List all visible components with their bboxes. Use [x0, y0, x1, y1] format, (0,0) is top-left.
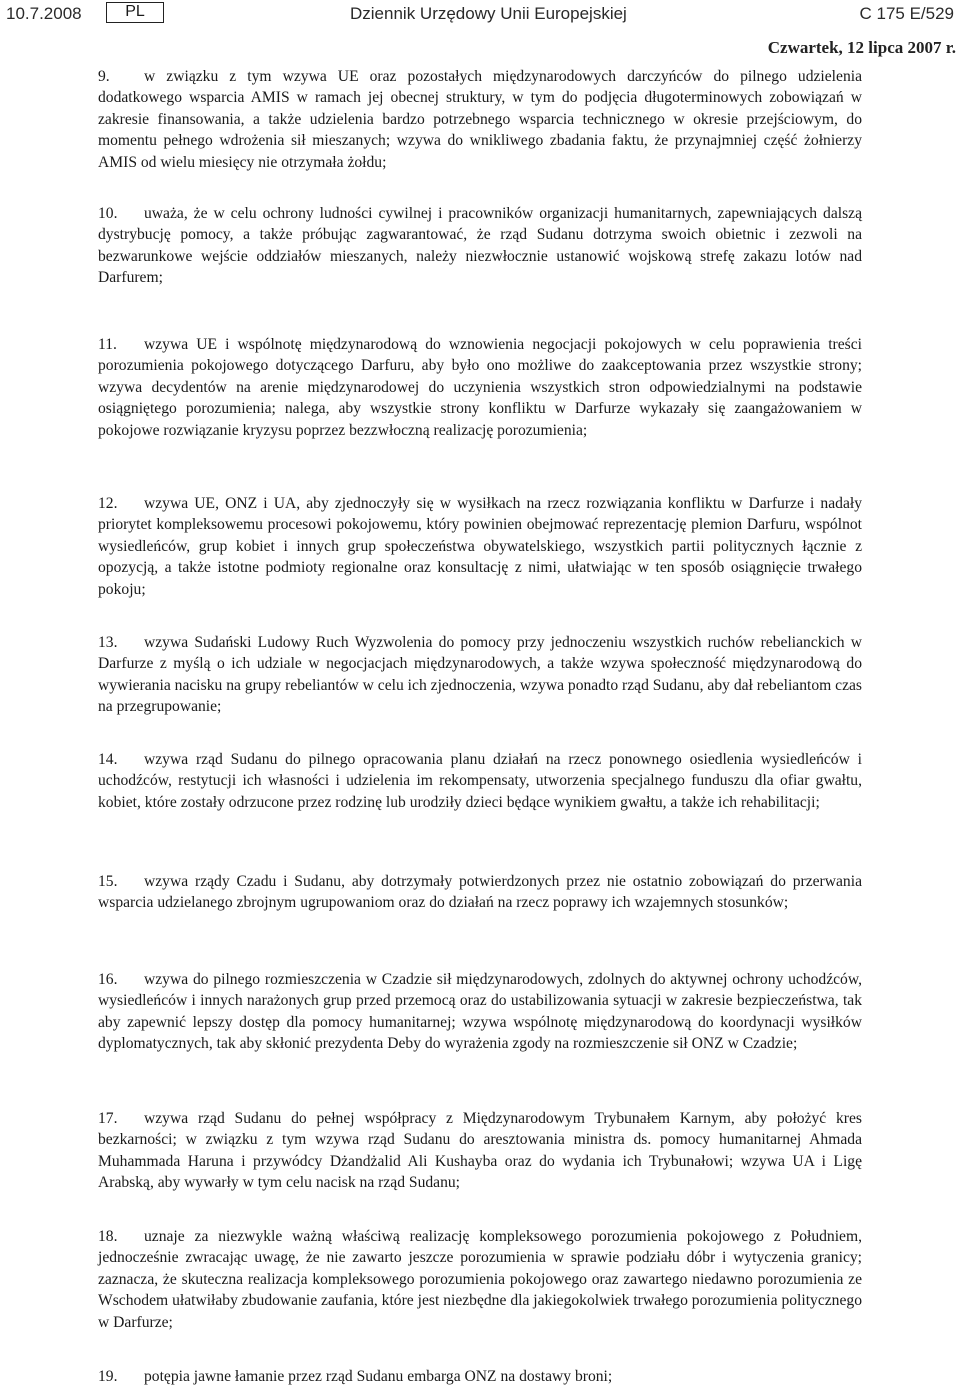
paragraph-text: uważa, że w celu ochrony ludności cywilnej i pracowników organizacji humanitarnych, zapewniających dalszą dystrybucję pomocy, a także próbując zagwarantować, że rząd Sudanu dotrzyma swoich obietnic i zezwoli na bezwarunkowe wejście oddziałów mieszanych, należy niezwłocznie ustanowić wojskową strefę zakazu lotów nad Darfurem; [98, 205, 862, 287]
paragraph-10 [98, 203, 862, 289]
journal-title: Dziennik Urzędowy Unii Europejskiej [350, 4, 627, 23]
paragraph-number: 11. [98, 336, 117, 353]
sitting-date: Czwartek, 12 lipca 2007 r. [767, 38, 956, 57]
paragraph-number: 9. [98, 68, 110, 85]
paragraph-text: w związku z tym wzywa UE oraz pozostałych międzynarodowych darczyńców do pilnego udzielenia dodatkowego wsparcia AMIS w ramach jej obecnej struktury, w tym do podjęcia długoterminowych zobowiązań w zakresie finansowania, a także udzielenia bardzo potrzebnego wsparcia technicznego w okresie przejściowym, do momentu pełnego wdrożenia sił mieszanych; wzywa do wnikliwego zbadania faktu, że przynajmniej część żołnierzy AMIS od wielu miesięcy nie otrzymała żołdu; [98, 68, 862, 171]
paragraph-number: 14. [98, 751, 118, 768]
paragraph-number: 18. [98, 1228, 118, 1245]
language-box: PL [106, 2, 164, 23]
paragraph-text: wzywa UE i wspólnotę międzynarodową do wznowienia negocjacji pokojowych w celu poprawienia treści porozumienia pokojowego dotyczącego Darfuru, aby było ono możliwe do zaakceptowania przez wszystkie strony; wzywa decydentów na arenie międzynarodowej do uczynienia wszystkich stron odpowiedzialnymi na podstawie osiągniętego porozumienia; nalega, aby wszystkie strony konfliktu w Darfurze wykazały się zaangażowaniem w pokojowe rozwiązanie kryzysu poprzez bezzwłoczną realizację porozumienia; [98, 336, 862, 439]
paragraph-text: wzywa rząd Sudanu do pełnej współpracy z Międzynarodowym Trybunałem Karnym, aby położyć kres bezkarności; w związku z tym wzywa rząd Sudanu do aresztowania ministra ds. pomocy humanitarnej Ahmada Muhammada Haruna i przywódcy Dżandżalid Ali Kushayba oraz do wydania ich Trybunałowi; wzywa UA i Ligę Arabską, aby wywarły w tym celu nacisk na rząd Sudanu; [98, 1110, 862, 1192]
paragraph-number: 15. [98, 873, 118, 890]
journal-reference: C 175 E/529 [859, 4, 954, 23]
paragraph-text: wzywa rząd Sudanu do pilnego opracowania planu działań na rzecz ponownego osiedlenia wysiedleńców i uchodźców, restytucji ich własności i udzielenia im rekompensaty, utworzenia specjalnego funduszu dla ofiar gwałtu, kobiet, które zostały odrzucone przez rodzinę lub urodziły dzieci będące wynikiem gwałtu, a także ich rehabilitacji; [98, 751, 862, 811]
paragraph-text: potępia jawne łamanie przez rząd Sudanu embarga ONZ na dostawy broni; [144, 1368, 613, 1385]
paragraph-number: 19. [98, 1368, 118, 1385]
paragraph-text: wzywa rządy Czadu i Sudanu, aby dotrzymały potwierdzonych przez nie ostatnio zobowiązań do przerwania wsparcia udzielanego zbrojnym ugrupowaniom oraz do działań na rzecz poprawy ich wzajemnych stosunków; [98, 873, 862, 912]
paragraph-number: 10. [98, 205, 118, 222]
paragraph-text: uznaje za niezwykle ważną właściwą realizację kompleksowego porozumienia pokojowego z Południem, jednocześnie zwracając uwagę, że nie zawarto jeszcze porozumienia w sprawie podziału dóbr i wytyczenia granicy; zaznacza, że skuteczna realizacja kompleksowego porozumienia pokojowego oraz zawartego niedawno porozumienia ze Wschodem ułatwiłaby zbudowanie zaufania, które jest niezbędne dla jakiegokolwiek trwałego porozumienia politycznego w Darfurze; [98, 1228, 862, 1331]
paragraph-text: wzywa UE, ONZ i UA, aby zjednoczyły się w wysiłkach na rzecz rozwiązania konfliktu w Darfurze i nadały priorytet kompleksowemu procesowi pokojowemu, który powinien obejmować reprezentację plemion Darfuru, wspólnot wysiedleńców, grup kobiet i innych grup społeczeństwa obywatelskiego, wszystkich partii politycznych łącznie z opozycją, a także istotne podmioty regionalne oraz konsultację z nimi, ułatwiając w ten sposób osiągnięcie trwałego pokoju; [98, 495, 862, 598]
page-header [0, 0, 960, 30]
paragraph-number: 12. [98, 495, 118, 512]
paragraph-number: 17. [98, 1110, 118, 1127]
paragraph-13 [98, 632, 862, 718]
paragraph-number: 16. [98, 971, 118, 988]
paragraph-15 [98, 871, 862, 914]
paragraph-number: 13. [98, 634, 118, 651]
paragraph-17 [98, 1108, 862, 1194]
paragraph-16 [98, 969, 862, 1055]
paragraph-12 [98, 493, 862, 600]
paragraph-18 [98, 1226, 862, 1333]
paragraph-14 [98, 749, 862, 813]
paragraph-19 [98, 1366, 862, 1387]
paragraph-text: wzywa do pilnego rozmieszczenia w Czadzie sił międzynarodowych, zdolnych do aktywnej ochrony uchodźców, wysiedleńców i innych narażonych grup przed przemocą oraz do ustabilizowania sytuacji w zakresie bezpieczeństwa, tak aby zapewnić lepszy dostęp dla pomocy humanitarnej; wzywa wspólnotę międzynarodową do koordynacji wysiłków dyplomatycznych, tak aby skłonić prezydenta Deby do wyrażenia zgody na rozmieszczenie sił ONZ w Czadzie; [98, 971, 862, 1053]
paragraph-9 [98, 66, 862, 173]
paragraph-11 [98, 334, 862, 441]
publication-date: 10.7.2008 [6, 4, 82, 23]
paragraph-text: wzywa Sudański Ludowy Ruch Wyzwolenia do pomocy przy jednoczeniu wszystkich ruchów rebelianckich w Darfurze z myślą o ich udziale w negocjacjach międzynarodowych, a także wzywa społeczność międzynarodową do wywierania nacisku na grupy rebeliantów w celu ich zjednoczenia, wzywa ponadto rząd Sudanu, aby dał rebeliantom czas na przegrupowanie; [98, 634, 862, 716]
